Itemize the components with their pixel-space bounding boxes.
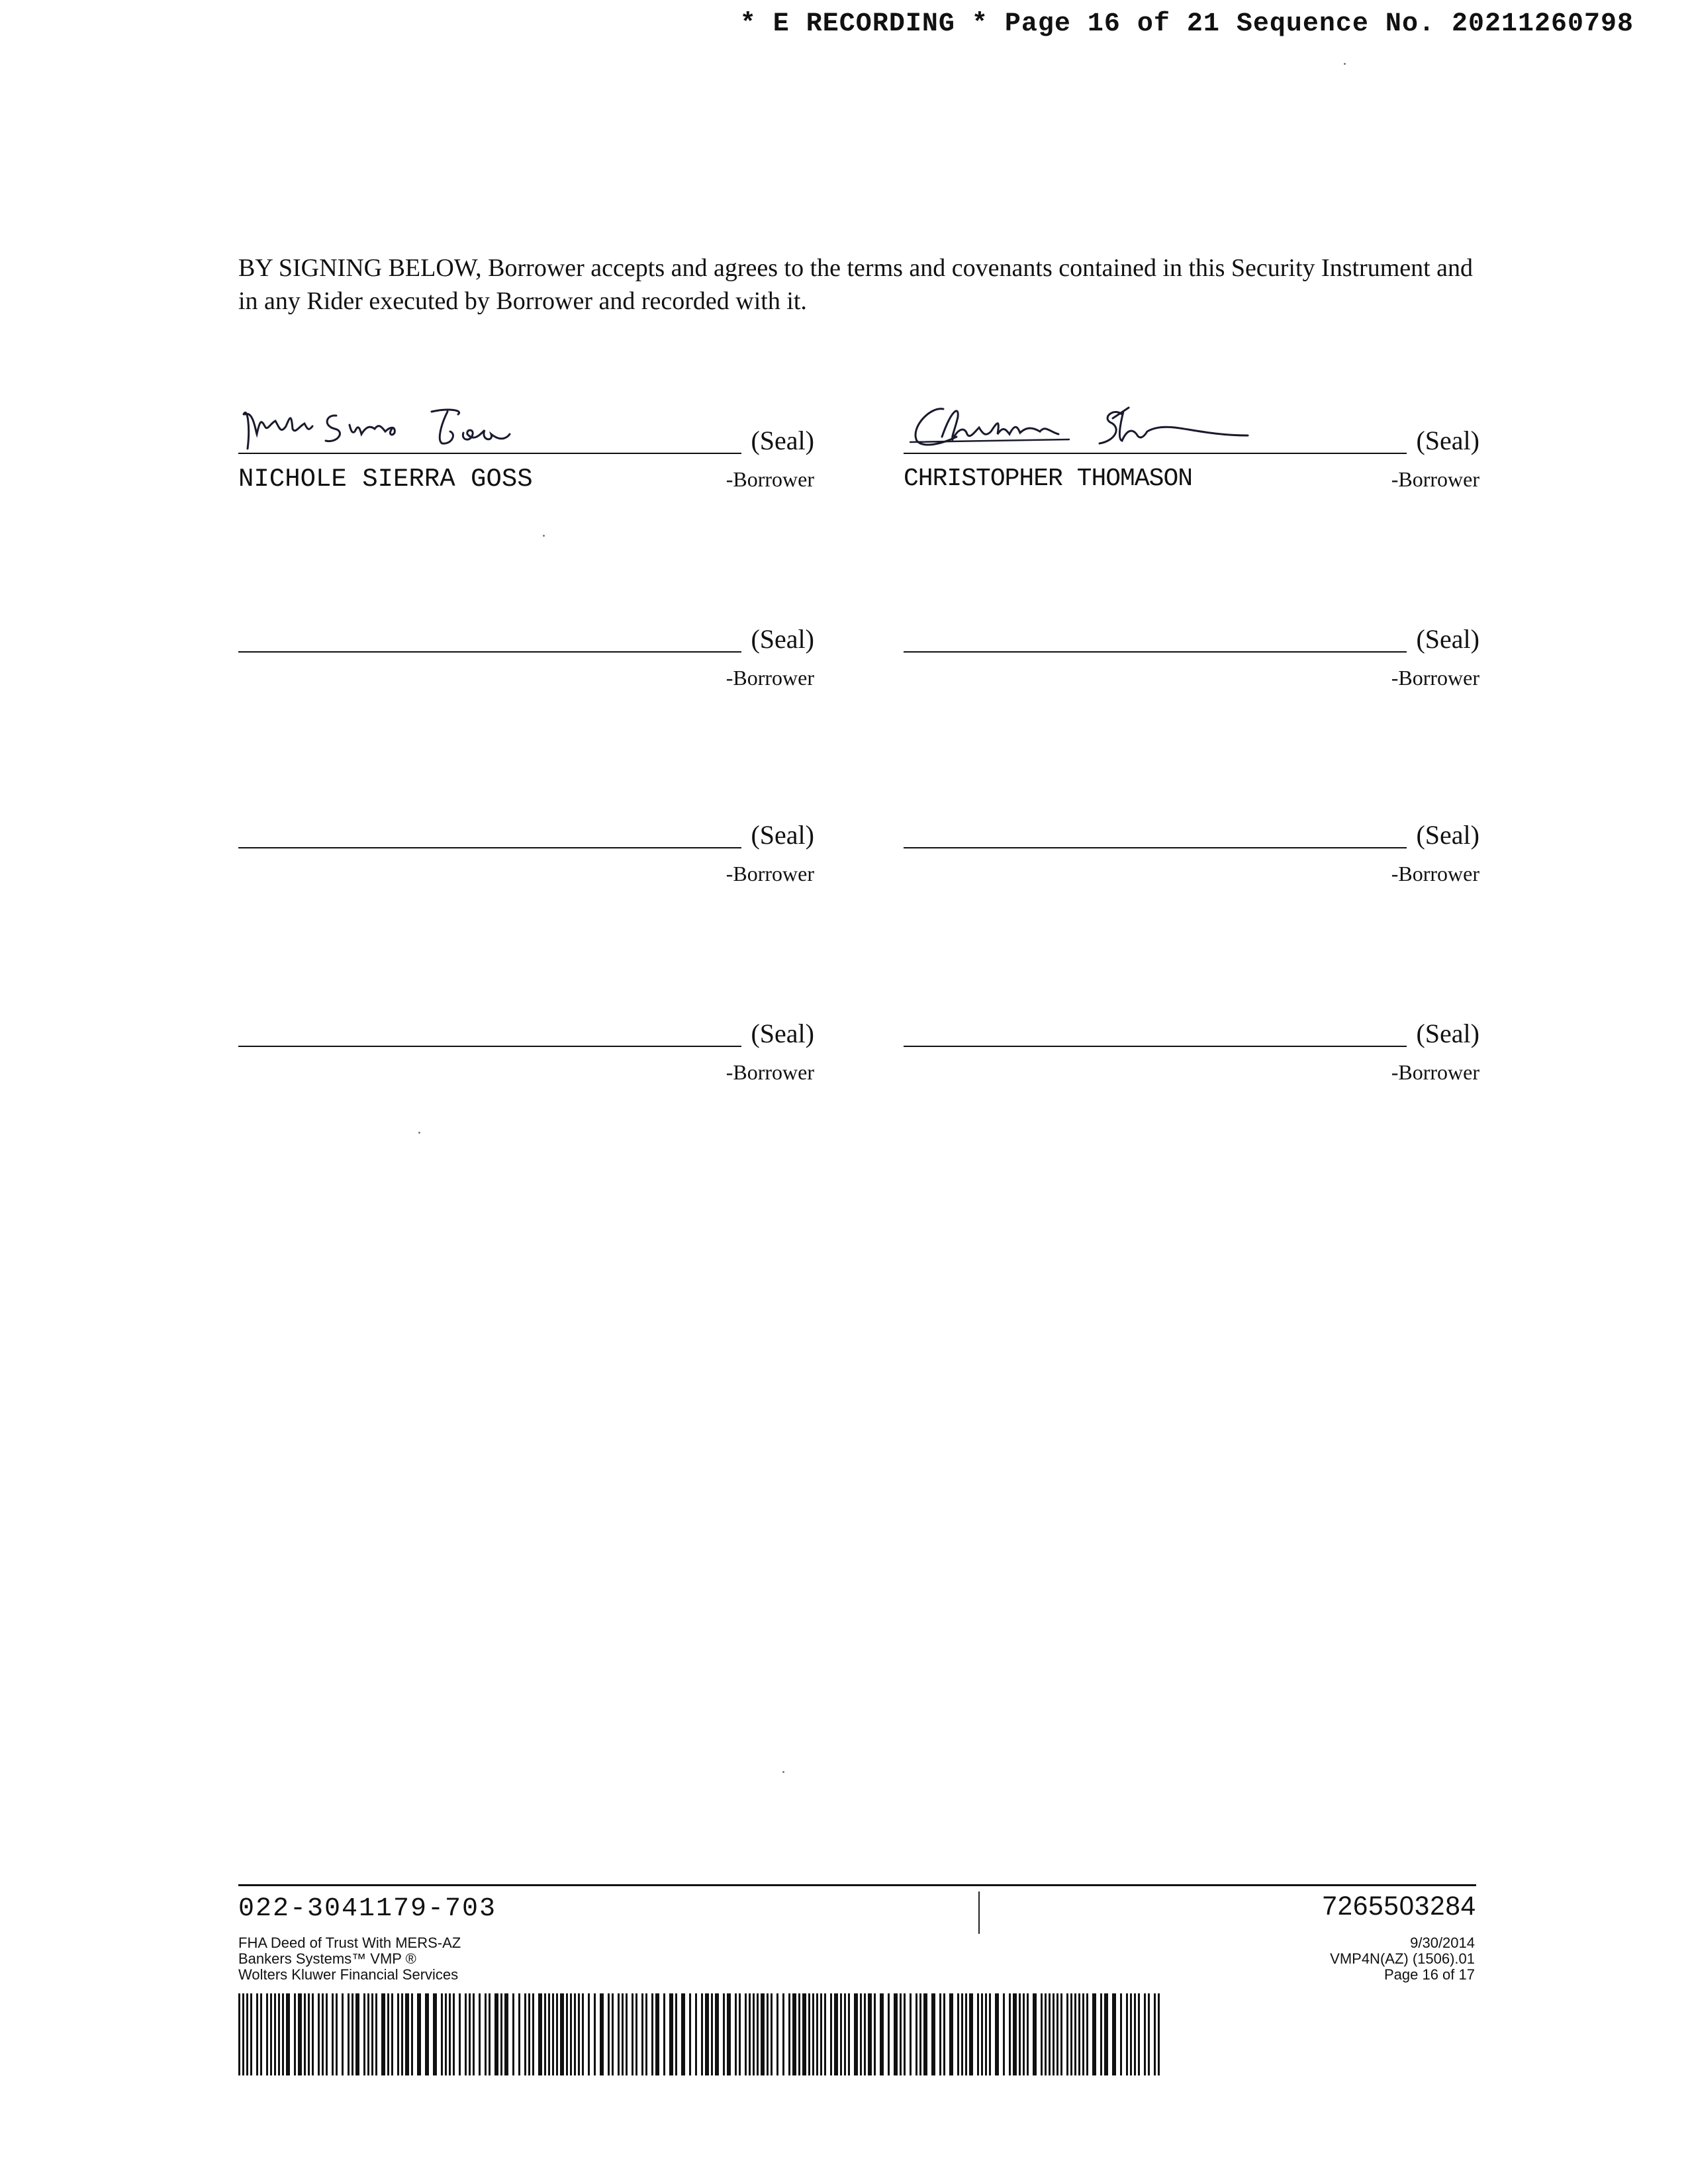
barcode-bar	[753, 1993, 755, 2075]
barcode-bar	[965, 1993, 967, 2075]
barcode-bar	[874, 1993, 876, 2075]
barcode-bar	[761, 1993, 765, 2075]
borrower-label: -Borrower	[1391, 467, 1479, 491]
barcode-bar	[735, 1993, 737, 2075]
barcode-bar	[260, 1993, 262, 2075]
barcode-bar	[904, 1993, 906, 2075]
barcode-bar	[767, 1993, 769, 2075]
barcode-bar	[663, 1993, 665, 2075]
signature-line	[904, 1046, 1407, 1047]
signature-line	[238, 1046, 741, 1047]
signature-line	[238, 847, 741, 848]
signature-block-6	[904, 805, 1479, 886]
barcode-bar	[348, 1993, 350, 2075]
handwritten-signature-1	[238, 388, 543, 461]
barcode-bar	[816, 1993, 818, 2075]
barcode-bar	[578, 1993, 580, 2075]
barcode-bar	[820, 1993, 822, 2075]
seal-label: (Seal)	[1416, 426, 1479, 455]
form-page: Page 16 of 17	[1383, 1966, 1475, 1983]
barcode-bar	[812, 1993, 814, 2075]
barcode-bar	[355, 1993, 359, 2075]
barcode-bar	[1078, 1993, 1080, 2075]
form-company: Wolters Kluwer Financial Services	[238, 1966, 459, 1983]
barcode-bar	[969, 1993, 973, 2075]
barcode-bar	[923, 1993, 927, 2075]
footer-tick-mark	[978, 1891, 980, 1934]
barcode-bar	[556, 1993, 558, 2075]
barcode-bar	[1013, 1993, 1017, 2075]
barcode-bar	[910, 1993, 912, 2075]
barcode-bar	[286, 1993, 290, 2075]
barcode-bar	[1066, 1993, 1068, 2075]
handwritten-signature-2	[904, 388, 1301, 461]
barcode-bar	[574, 1993, 576, 2075]
barcode-bar	[641, 1993, 643, 2075]
barcode-bar	[375, 1993, 377, 2075]
form-identification	[238, 1935, 461, 1983]
form-title: FHA Deed of Trust With MERS-AZ	[238, 1934, 461, 1951]
seal-label: (Seal)	[1416, 820, 1479, 850]
barcode-bar	[1074, 1993, 1076, 2075]
barcode-bar	[294, 1993, 296, 2075]
barcode-bar	[957, 1993, 959, 2075]
barcode-bar	[1104, 1993, 1108, 2075]
signature-block-4	[904, 609, 1479, 690]
barcode-bar	[528, 1993, 530, 2075]
barcode-bar	[919, 1993, 921, 2075]
barcode-bar	[792, 1993, 796, 2075]
barcode-bar	[548, 1993, 550, 2075]
barcode-bar	[939, 1993, 941, 2075]
barcode-bar	[894, 1993, 898, 2075]
signature-line	[904, 651, 1407, 653]
barcode-bar	[1053, 1993, 1055, 2075]
barcode-bar	[1130, 1993, 1132, 2075]
barcode-bar	[246, 1993, 248, 2075]
barcode-bar	[782, 1993, 784, 2075]
barcode-bar	[669, 1993, 673, 2075]
barcode-bar	[632, 1993, 633, 2075]
barcode-bar	[401, 1993, 403, 2075]
barcode-bar	[518, 1993, 520, 2075]
barcode-bar	[723, 1993, 725, 2075]
barcode-bar	[371, 1993, 373, 2075]
barcode-bar	[270, 1993, 272, 2075]
signature-block-1	[238, 410, 814, 494]
barcode-bar	[949, 1993, 953, 2075]
barcode-bar	[1120, 1993, 1122, 2075]
barcode-bar	[1070, 1993, 1072, 2075]
barcode-bar	[566, 1993, 568, 2075]
barcode-bar	[600, 1993, 604, 2075]
barcode-bar	[834, 1993, 838, 2075]
barcode-bar	[1056, 1993, 1058, 2075]
barcode-bar	[1154, 1993, 1156, 2075]
barcode-bar	[645, 1993, 647, 2075]
barcode-bar	[739, 1993, 741, 2075]
barcode-bar	[1112, 1993, 1116, 2075]
footer-divider	[238, 1884, 1476, 1886]
barcode-bar	[524, 1993, 526, 2075]
barcode-bar	[715, 1993, 719, 2075]
barcode-bar	[705, 1993, 709, 2075]
barcode-bar	[695, 1993, 697, 2075]
borrower-label: -Borrower	[726, 862, 814, 886]
seal-label: (Seal)	[1416, 624, 1479, 654]
barcode-bar	[1009, 1993, 1011, 2075]
borrower-label: -Borrower	[726, 1060, 814, 1084]
barcode-bar	[449, 1993, 451, 2075]
barcode-bar	[433, 1993, 437, 2075]
barcode-bar	[312, 1993, 314, 2075]
signature-block-8	[904, 1003, 1479, 1084]
form-details	[1330, 1935, 1475, 1983]
borrower-label: -Borrower	[1391, 666, 1479, 690]
barcode-bar	[860, 1993, 862, 2075]
scan-speck	[782, 1771, 784, 1773]
barcode	[238, 1993, 1165, 2078]
barcode-bar	[612, 1993, 614, 2075]
barcode-bar	[840, 1993, 842, 2075]
barcode-bar	[594, 1993, 596, 2075]
barcode-bar	[981, 1993, 983, 2075]
barcode-bar	[266, 1993, 268, 2075]
barcode-bar	[397, 1993, 399, 2075]
seal-label: (Seal)	[751, 426, 814, 455]
barcode-bar	[868, 1993, 872, 2075]
barcode-bar	[298, 1993, 302, 2075]
barcode-bar	[989, 1993, 991, 2075]
barcode-bar	[651, 1993, 653, 2075]
barcode-bar	[864, 1993, 866, 2075]
barcode-bar	[745, 1993, 747, 2075]
barcode-bar	[532, 1993, 534, 2075]
barcode-bar	[900, 1993, 902, 2075]
barcode-bar	[485, 1993, 487, 2075]
barcode-bar	[417, 1993, 421, 2075]
borrower-label: -Borrower	[1391, 862, 1479, 886]
barcode-bar	[465, 1993, 467, 2075]
barcode-bar	[445, 1993, 447, 2075]
barcode-bar	[824, 1993, 826, 2075]
signing-statement: BY SIGNING BELOW, Borrower accepts and agrees to the terms and covenants contained in this Security Instrument and in any Rider executed by Borrower and recorded with it.	[238, 254, 1474, 315]
barcode-bar	[1003, 1993, 1005, 2075]
barcode-bar	[256, 1993, 258, 2075]
barcode-bar	[961, 1993, 963, 2075]
barcode-bar	[985, 1993, 987, 2075]
barcode-bar	[1134, 1993, 1136, 2075]
barcode-bar	[363, 1993, 365, 2075]
barcode-bar	[326, 1993, 328, 2075]
barcode-bar	[308, 1993, 310, 2075]
recording-stamp: * E RECORDING * Page 16 of 21 Sequence No. 20211260798	[739, 9, 1634, 39]
borrower-label: -Borrower	[1391, 1060, 1479, 1084]
barcode-bar	[242, 1993, 244, 2075]
seal-label: (Seal)	[751, 1019, 814, 1048]
barcode-bar	[552, 1993, 554, 2075]
scan-speck	[418, 1132, 420, 1134]
barcode-bar	[352, 1993, 353, 2075]
barcode-bar	[560, 1993, 564, 2075]
barcode-bar	[995, 1993, 999, 2075]
barcode-bar	[570, 1993, 572, 2075]
barcode-bar	[1045, 1993, 1047, 2075]
barcode-bar	[1148, 1993, 1150, 2075]
signature-line	[238, 453, 741, 454]
borrower-label: -Borrower	[726, 666, 814, 690]
barcode-bar	[332, 1993, 334, 2075]
reference-number: 7265503284	[1322, 1891, 1476, 1921]
scan-speck	[543, 535, 545, 537]
barcode-bar	[854, 1993, 858, 2075]
barcode-bar	[1086, 1993, 1088, 2075]
signature-block-2	[904, 410, 1479, 493]
barcode-bar	[494, 1993, 498, 2075]
seal-label: (Seal)	[751, 624, 814, 654]
barcode-bar	[798, 1993, 800, 2075]
barcode-bar	[282, 1993, 284, 2075]
barcode-bar	[274, 1993, 276, 2075]
barcode-bar	[771, 1993, 773, 2075]
borrower-label: -Borrower	[726, 467, 814, 491]
barcode-bar	[441, 1993, 443, 2075]
barcode-bar	[1126, 1993, 1128, 2075]
barcode-bar	[489, 1993, 491, 2075]
barcode-bar	[322, 1993, 324, 2075]
barcode-bar	[888, 1993, 890, 2075]
barcode-bar	[727, 1993, 731, 2075]
barcode-bar	[830, 1993, 832, 2075]
barcode-bar	[943, 1993, 945, 2075]
barcode-bar	[500, 1993, 502, 2075]
signature-block-7	[238, 1003, 814, 1084]
barcode-bar	[848, 1993, 850, 2075]
barcode-bar	[1019, 1993, 1021, 2075]
barcode-bar	[931, 1993, 935, 2075]
signature-line	[238, 651, 741, 653]
barcode-bar	[1033, 1993, 1037, 2075]
barcode-bar	[512, 1993, 514, 2075]
barcode-bar	[1082, 1993, 1084, 2075]
barcode-bar	[788, 1993, 790, 2075]
barcode-bar	[238, 1993, 240, 2075]
form-publisher: Bankers Systems™ VMP ®	[238, 1950, 416, 1967]
form-code: VMP4N(AZ) (1506).01	[1330, 1950, 1475, 1967]
barcode-bar	[802, 1993, 806, 2075]
barcode-bar	[479, 1993, 481, 2075]
barcode-bar	[757, 1993, 759, 2075]
barcode-bar	[411, 1993, 413, 2075]
form-date: 9/30/2014	[1410, 1934, 1475, 1951]
barcode-bar	[711, 1993, 713, 2075]
barcode-bar	[1092, 1993, 1096, 2075]
barcode-bar	[655, 1993, 659, 2075]
barcode-bar	[544, 1993, 546, 2075]
barcode-bar	[681, 1993, 685, 2075]
barcode-bar	[1100, 1993, 1102, 2075]
barcode-bar	[622, 1993, 624, 2075]
barcode-bar	[1144, 1993, 1146, 2075]
barcode-bar	[405, 1993, 409, 2075]
barcode-bar	[915, 1993, 917, 2075]
barcode-bar	[1060, 1993, 1062, 2075]
barcode-bar	[336, 1993, 338, 2075]
barcode-bar	[453, 1993, 455, 2075]
scan-speck	[1344, 63, 1346, 65]
barcode-bar	[776, 1993, 778, 2075]
loan-number: 022-3041179-703	[238, 1894, 497, 1924]
barcode-bar	[749, 1993, 751, 2075]
barcode-bar	[387, 1993, 389, 2075]
barcode-bar	[469, 1993, 471, 2075]
barcode-bar	[608, 1993, 610, 2075]
barcode-bar	[675, 1993, 677, 2075]
seal-label: (Seal)	[751, 820, 814, 850]
signature-block-5	[238, 805, 814, 886]
barcode-bar	[880, 1993, 884, 2075]
barcode-bar	[318, 1993, 320, 2075]
barcode-bar	[425, 1993, 429, 2075]
barcode-bar	[689, 1993, 691, 2075]
barcode-bar	[808, 1993, 810, 2075]
barcode-bar	[1158, 1993, 1160, 2075]
barcode-bar	[701, 1993, 703, 2075]
barcode-bar	[278, 1993, 280, 2075]
barcode-bar	[473, 1993, 475, 2075]
barcode-bar	[250, 1993, 252, 2075]
barcode-bar	[1049, 1993, 1051, 2075]
barcode-bar	[635, 1993, 637, 2075]
signature-line	[904, 453, 1407, 454]
barcode-bar	[342, 1993, 344, 2075]
barcode-bar	[459, 1993, 461, 2075]
barcode-bar	[1138, 1993, 1140, 2075]
signature-block-3	[238, 609, 814, 690]
barcode-bar	[504, 1993, 508, 2075]
barcode-bar	[381, 1993, 385, 2075]
barcode-bar	[538, 1993, 542, 2075]
barcode-bar	[844, 1993, 846, 2075]
signer-name: CHRISTOPHER THOMASON	[904, 465, 1193, 493]
seal-label: (Seal)	[1416, 1019, 1479, 1048]
barcode-bar	[1027, 1993, 1029, 2075]
signer-name: NICHOLE SIERRA GOSS	[238, 465, 533, 494]
barcode-bar	[1041, 1993, 1043, 2075]
barcode-bar	[618, 1993, 620, 2075]
barcode-bar	[582, 1993, 584, 2075]
barcode-bar	[304, 1993, 306, 2075]
barcode-bar	[1023, 1993, 1025, 2075]
barcode-bar	[391, 1993, 393, 2075]
barcode-bar	[977, 1993, 979, 2075]
barcode-bar	[588, 1993, 590, 2075]
barcode-bar	[367, 1993, 369, 2075]
signature-line	[904, 847, 1407, 848]
barcode-bar	[626, 1993, 628, 2075]
